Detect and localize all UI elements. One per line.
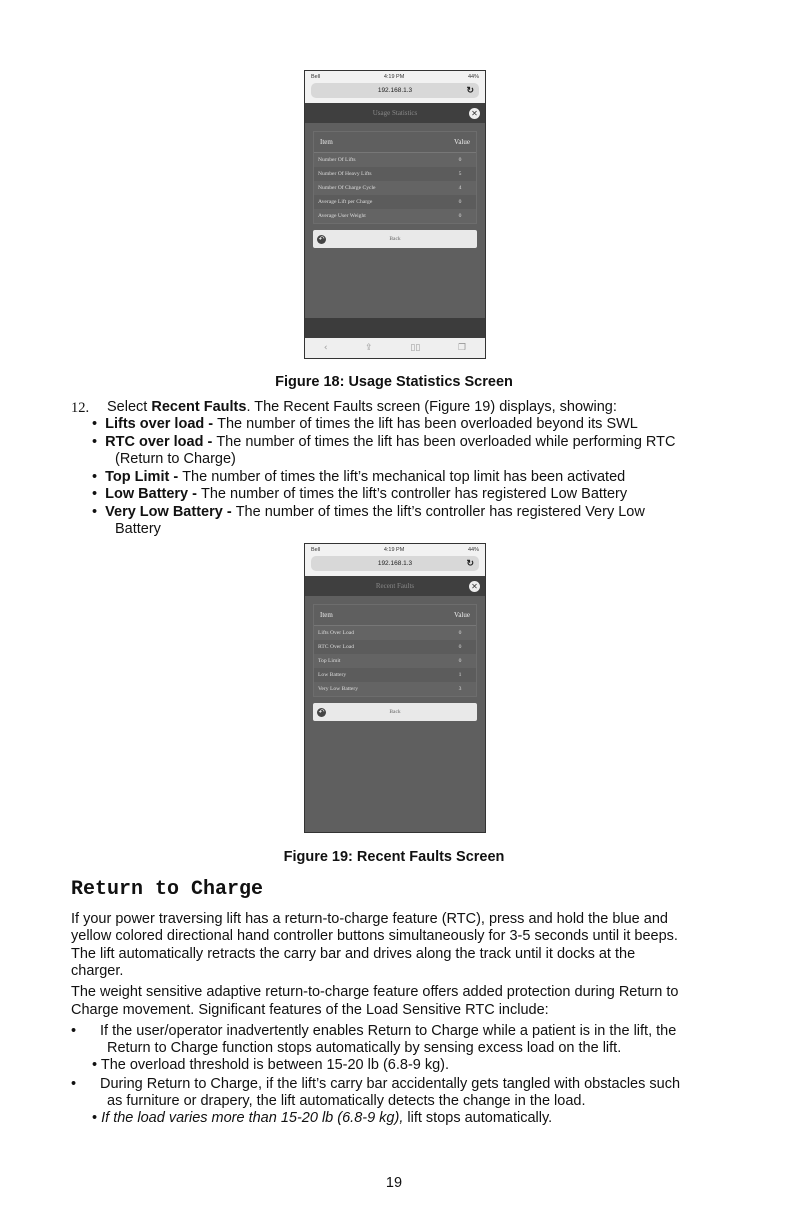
section-heading: Return to Charge <box>71 878 264 901</box>
sub-bullet-italic: If the load varies more than 15-20 lb (6.8-9 kg), <box>101 1110 404 1127</box>
figure-18-caption: Figure 18: Usage Statistics Screen <box>275 374 513 390</box>
bullet-text: The number of times the lift has been overloaded while performing RTC <box>216 433 676 450</box>
table-row <box>314 640 476 654</box>
bullet-item: • RTC over load - The number of times the lift has been overloaded while performing RTC <box>92 433 676 450</box>
row-value: 0 <box>458 213 462 219</box>
bullet-item: • Very Low Battery - The number of times the lift’s controller has registered Very Low <box>92 503 645 520</box>
back-icon: ↶ <box>318 707 325 716</box>
row-value: 4 <box>458 185 462 191</box>
bullet-item: • Lifts over load - The number of times the lift has been overloaded beyond its SWL <box>92 416 638 432</box>
back-icon: ↶ <box>318 234 325 243</box>
step-12-text <box>107 399 617 415</box>
step-prefix: Select <box>107 399 152 415</box>
table-row <box>314 195 476 209</box>
share-icon[interactable]: ⇪ <box>365 343 373 353</box>
back-label: Back <box>389 709 401 715</box>
row-item: Number Of Heavy Lifts <box>318 171 372 177</box>
sub-bullet: • If the load varies more than 15-20 lb (6.8-9 kg), lift stops automatically. <box>92 1110 553 1127</box>
table-row <box>314 181 476 195</box>
bullet-text: The number of times the lift has been overloaded beyond its SWL <box>217 416 638 432</box>
row-item: Average User Weight <box>318 213 366 219</box>
sub-bullet-text: The overload threshold is between 15-20 lb (6.8-9 kg). <box>100 1057 450 1074</box>
bullet-text: The number of times the lift’s controller has registered Very Low <box>235 503 645 520</box>
row-item: RTC Over Load <box>318 644 355 650</box>
paragraph-line: charger. <box>71 962 124 979</box>
back-label: Back <box>389 236 401 242</box>
row-value: 3 <box>458 686 462 692</box>
battery: 44% <box>467 74 479 80</box>
paragraph-line: yellow colored directional hand controller buttons simultaneously for 3-5 seconds until it beeps. <box>71 928 678 945</box>
row-value: 0 <box>458 658 462 664</box>
url-text: 192.168.1.3 <box>377 87 413 94</box>
screen-title-bar <box>305 103 485 123</box>
screen-title: Usage Statistics <box>372 109 418 117</box>
row-item: Very Low Battery <box>318 686 359 692</box>
row-value: 0 <box>458 199 462 205</box>
bullet-text: The number of times the lift’s mechanical top limit has been activated <box>182 468 626 485</box>
table-row <box>314 626 476 640</box>
paragraph-line: The lift automatically retracts the carry bar and drives along the track until it docks at the <box>71 945 636 962</box>
table-row <box>314 682 476 696</box>
row-value: 1 <box>458 672 462 678</box>
step-bold: Recent Faults <box>151 399 247 415</box>
screen-title: Recent Faults <box>375 582 415 590</box>
header-value: Value <box>454 138 470 146</box>
bullet-term: RTC over load - <box>105 433 217 450</box>
row-item: Low Battery <box>318 672 347 678</box>
sub-bullet: • The overload threshold is between 15-20 lb (6.8-9 kg). <box>92 1057 450 1074</box>
header-value: Value <box>454 611 470 619</box>
paragraph-line: The weight sensitive adaptive return-to-charge feature offers added protection during Return to <box>71 984 679 1001</box>
close-icon[interactable]: ✕ <box>469 108 480 119</box>
reload-icon[interactable]: ↻ <box>466 558 474 568</box>
page-number: 19 <box>385 1175 403 1191</box>
step-number: 12. <box>71 400 90 416</box>
back-button[interactable] <box>313 703 477 721</box>
row-item: Number Of Charge Cycle <box>318 185 376 191</box>
bullet-dot: • <box>71 1022 77 1039</box>
step-rest: . The Recent Faults screen (Figure 19) displays, showing: <box>246 399 617 415</box>
time: 4:19 PM <box>383 74 405 80</box>
usage-statistics-screenshot <box>304 70 486 359</box>
back-arrow-icon[interactable]: ‹ <box>323 343 328 353</box>
bullet-term: Low Battery - <box>105 486 202 502</box>
header-item: Item <box>320 138 333 146</box>
sub-bullet-text: lift stops automatically. <box>403 1110 553 1127</box>
paragraph-line: If your power traversing lift has a return-to-charge feature (RTC), press and hold the blue and <box>71 911 668 927</box>
paragraph-line: Charge movement. Significant features of the Load Sensitive RTC include: <box>71 1001 549 1018</box>
table-row <box>314 209 476 223</box>
row-value: 5 <box>458 171 462 177</box>
stats-table <box>313 131 477 224</box>
row-item: Top Limit <box>318 658 341 664</box>
header-item: Item <box>320 611 333 619</box>
table-row <box>314 668 476 682</box>
bullet-text-cont: (Return to Charge) <box>115 451 236 467</box>
bullet-line: If the user/operator inadvertently enables Return to Charge while a patient is in the lift, the <box>100 1022 677 1039</box>
back-button[interactable] <box>313 230 477 248</box>
status-bar <box>305 71 485 83</box>
battery: 44% <box>467 547 479 553</box>
table-row <box>314 153 476 167</box>
footer-bar <box>305 318 485 338</box>
tabs-icon[interactable]: ❐ <box>458 343 467 353</box>
carrier: Bell <box>311 547 321 553</box>
bullet-line: During Return to Charge, if the lift’s carry bar accidentally gets tangled with obstacles such <box>100 1075 681 1092</box>
row-item: Average Lift per Charge <box>318 199 373 205</box>
bookmarks-icon[interactable]: ▯▯ <box>410 343 421 353</box>
bullet-text-cont: Battery <box>115 521 161 537</box>
table-row <box>314 654 476 668</box>
screen-title-bar <box>305 576 485 596</box>
bullet-line: Return to Charge function stops automatically by sensing excess load on the lift. <box>107 1040 622 1057</box>
status-bar <box>305 544 485 556</box>
row-value: 0 <box>458 644 462 650</box>
table-row <box>314 167 476 181</box>
url-text: 192.168.1.3 <box>377 560 413 567</box>
bullet-text: The number of times the lift’s controller has registered Low Battery <box>201 486 628 502</box>
row-value: 0 <box>458 630 462 636</box>
bullet-term: Very Low Battery - <box>105 503 236 520</box>
close-icon[interactable]: ✕ <box>469 581 480 592</box>
bullet-item: • Low Battery - The number of times the lift’s controller has registered Low Battery <box>92 486 628 502</box>
bullet-item: • Top Limit - The number of times the lift’s mechanical top limit has been activated <box>92 468 626 485</box>
address-bar[interactable] <box>311 83 479 98</box>
bullet-dot: • <box>71 1075 77 1092</box>
address-bar[interactable] <box>311 556 479 571</box>
row-item: Number Of Lifts <box>318 157 356 163</box>
figure-19-caption: Figure 19: Recent Faults Screen <box>283 849 505 865</box>
time: 4:19 PM <box>383 547 405 553</box>
reload-icon[interactable]: ↻ <box>466 85 474 95</box>
bullet-line: as furniture or drapery, the lift automatically detects the change in the load. <box>107 1093 586 1109</box>
row-item: Lifts Over Load <box>318 630 355 636</box>
row-value: 0 <box>458 157 462 163</box>
browser-toolbar <box>305 338 485 358</box>
stats-table <box>313 604 477 697</box>
carrier: Bell <box>311 74 321 80</box>
bullet-term: Top Limit - <box>105 468 183 485</box>
bullet-term: Lifts over load - <box>105 416 218 432</box>
recent-faults-screenshot <box>304 543 486 833</box>
